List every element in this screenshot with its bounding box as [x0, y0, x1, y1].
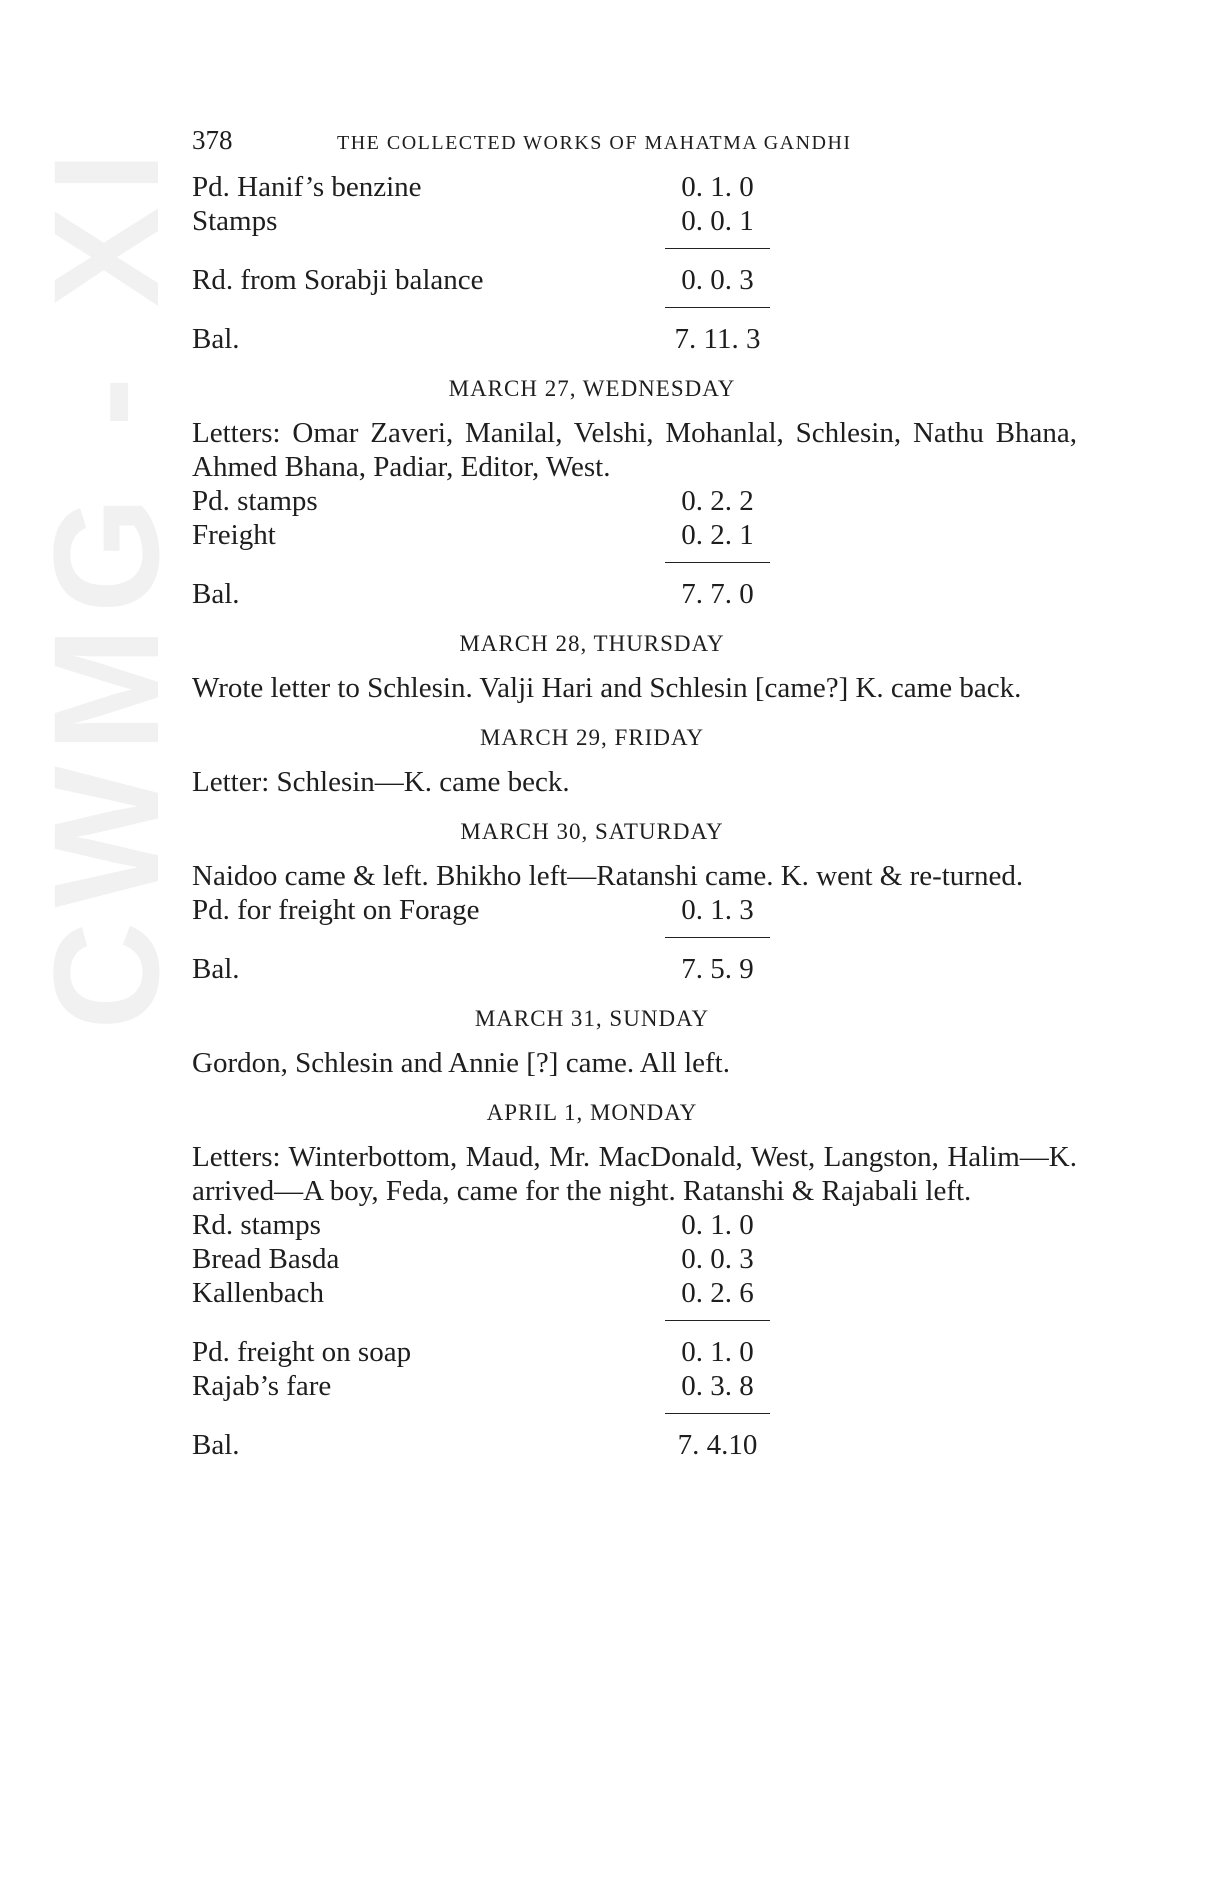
account-amount: 0. 1. 3 [681, 894, 754, 926]
date-heading: APRIL 1, MONDAY [486, 1100, 698, 1125]
account-label: Pd. freight on soap [192, 1336, 412, 1368]
account-amount: 0. 1. 0 [681, 1336, 754, 1368]
diary-entry: Letter: Schlesin—K. came beck. [192, 766, 570, 798]
account-label: Freight [192, 519, 276, 551]
diary-entry: Letters: Winterbottom, Maud, Mr. MacDonald, West, Langston, Halim—K. arrived—A boy, Feda, came for the night. Ratanshi & Rajabali left. [192, 1141, 1077, 1207]
account-amount: 0. 2. 1 [681, 519, 754, 551]
account-row [192, 1208, 1082, 1242]
diary-entry: Gordon, Schlesin and Annie [?] came. All left. [192, 1047, 730, 1079]
account-amount: 0. 3. 8 [681, 1370, 754, 1402]
total-rule [665, 1320, 770, 1321]
total-rule [665, 562, 770, 563]
account-label: Rd. from Sorabji balance [192, 264, 484, 296]
date-heading: MARCH 28, THURSDAY [459, 631, 725, 656]
page-number: 378 [192, 125, 233, 155]
account-row [192, 1335, 1082, 1369]
account-row [192, 170, 1082, 204]
account-amount: 0. 0. 1 [681, 205, 754, 237]
account-row [192, 484, 1082, 518]
account-row [192, 1369, 1082, 1403]
account-label: Bal. [192, 578, 240, 610]
account-amount: 7. 7. 0 [681, 578, 754, 610]
account-amount: 0. 0. 3 [681, 1243, 754, 1275]
account-amount: 7. 4.10 [677, 1429, 758, 1461]
page-header [192, 125, 1082, 156]
account-label: Pd. stamps [192, 485, 318, 517]
account-label: Bal. [192, 1429, 240, 1461]
diary-entry: Wrote letter to Schlesin. Valji Hari and Schlesin [came?] K. came back. [192, 672, 1022, 704]
total-rule [665, 1413, 770, 1414]
date-heading: MARCH 29, FRIDAY [479, 725, 705, 750]
account-row [192, 204, 1082, 238]
account-row [192, 1276, 1082, 1310]
account-label: Stamps [192, 205, 278, 237]
account-row [192, 893, 1082, 927]
account-amount: 0. 0. 3 [681, 264, 754, 296]
account-amount: 0. 1. 0 [681, 1209, 754, 1241]
page-body [192, 125, 1082, 1462]
account-row [192, 1242, 1082, 1276]
account-label: Bal. [192, 323, 240, 355]
date-heading: MARCH 31, SUNDAY [474, 1006, 710, 1031]
account-label: Rajab’s fare [192, 1370, 332, 1402]
account-label: Bread Basda [192, 1243, 340, 1275]
date-heading: MARCH 27, WEDNESDAY [448, 376, 736, 401]
account-amount: 0. 2. 2 [681, 485, 754, 517]
account-amount: 7. 5. 9 [681, 953, 754, 985]
balance-row [192, 322, 1082, 356]
account-label: Pd. for freight on Forage [192, 894, 480, 926]
account-label: Kallenbach [192, 1277, 325, 1309]
account-row [192, 518, 1082, 552]
balance-row [192, 952, 1082, 986]
account-label: Bal. [192, 953, 240, 985]
account-label: Pd. Hanif’s benzine [192, 171, 422, 203]
balance-row [192, 1428, 1082, 1462]
watermark: CWMG - XI [22, 137, 190, 1030]
date-heading: MARCH 30, SATURDAY [460, 819, 724, 844]
diary-entry: Letters: Omar Zaveri, Manilal, Velshi, Mohanlal, Schlesin, Nathu Bhana, Ahmed Bhana, Padiar, Editor, West. [192, 417, 1077, 483]
total-rule [665, 307, 770, 308]
account-amount: 0. 2. 6 [681, 1277, 754, 1309]
account-row [192, 263, 1082, 297]
balance-row [192, 577, 1082, 611]
total-rule [665, 937, 770, 938]
running-title: THE COLLECTED WORKS OF MAHATMA GANDHI [337, 132, 852, 154]
account-amount: 0. 1. 0 [681, 171, 754, 203]
account-label: Rd. stamps [192, 1209, 321, 1241]
total-rule [665, 248, 770, 249]
account-amount: 7. 11. 3 [674, 323, 761, 355]
diary-entry: Naidoo came & left. Bhikho left—Ratanshi came. K. went & re-turned. [192, 860, 1024, 892]
